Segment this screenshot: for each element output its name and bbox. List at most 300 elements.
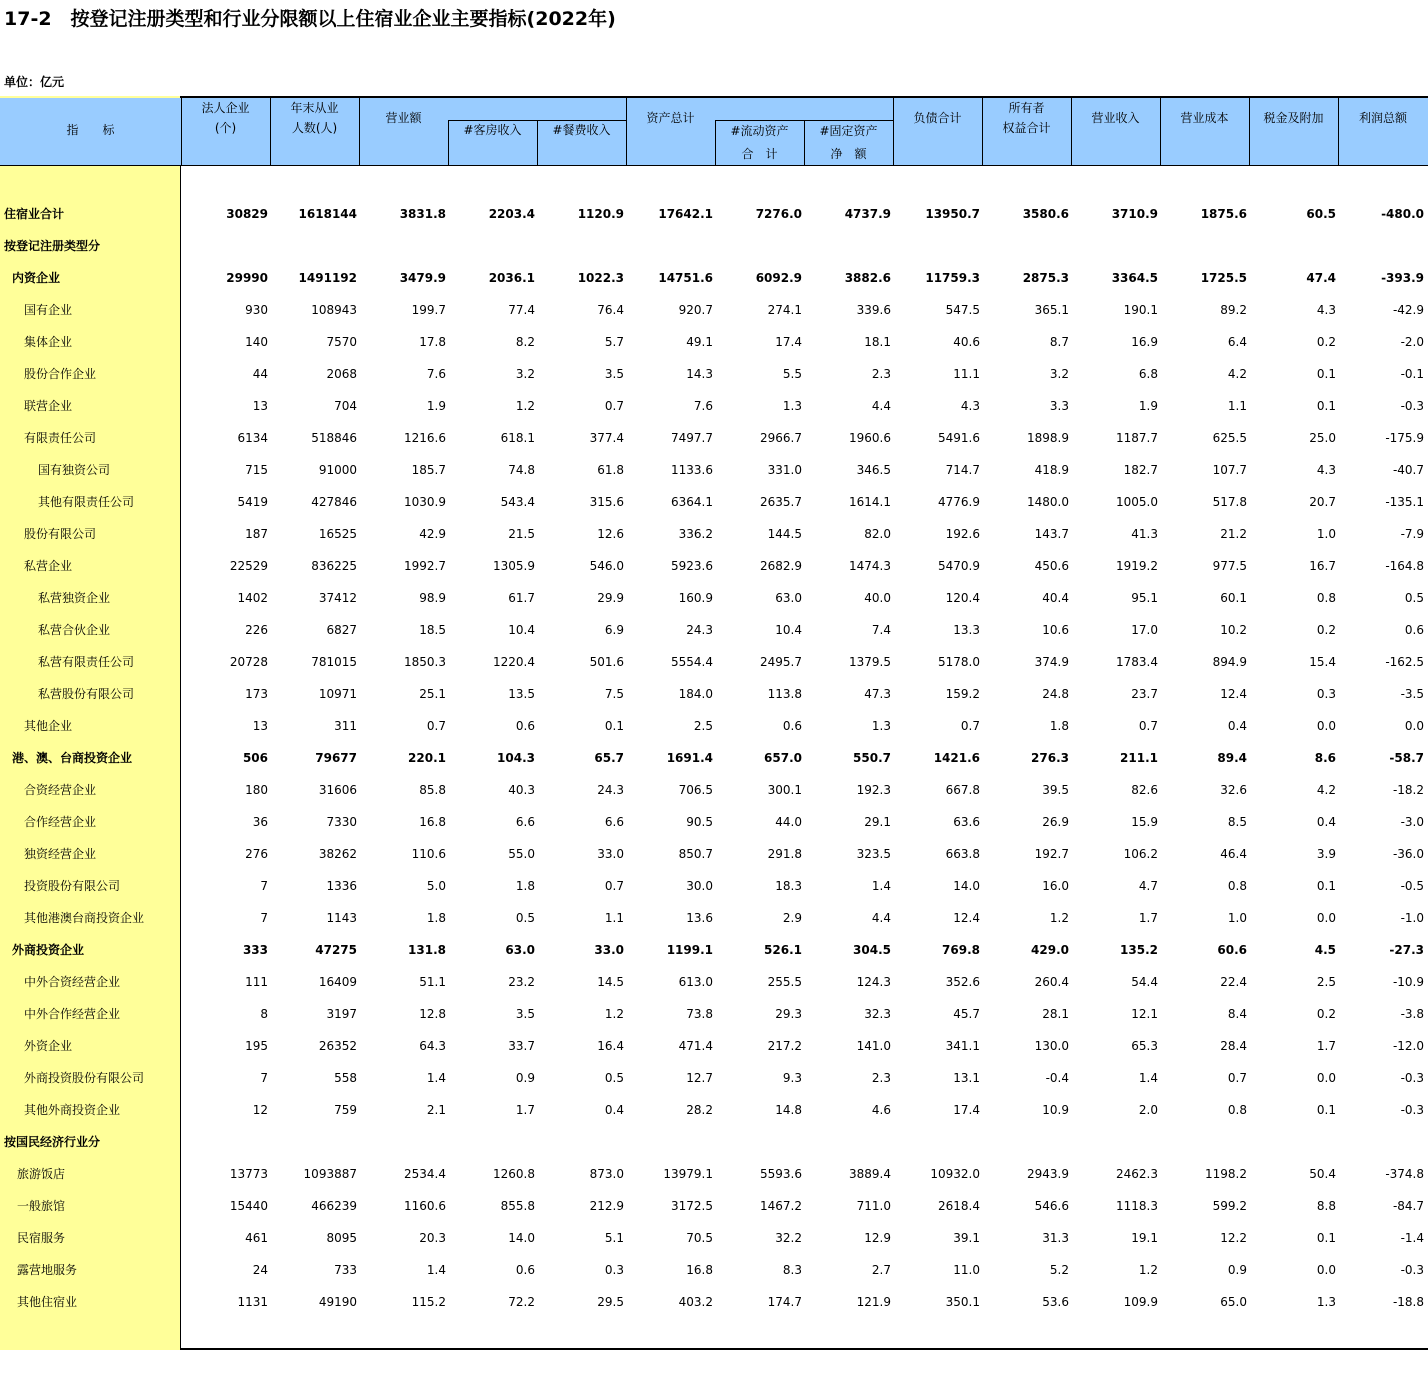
row-value: 64.3 bbox=[419, 1039, 446, 1053]
row-value: 3889.4 bbox=[849, 1167, 891, 1181]
row-value: 546.0 bbox=[589, 559, 624, 573]
row-value: 4.2 bbox=[1316, 783, 1336, 797]
row-value: 1198.2 bbox=[1205, 1167, 1247, 1181]
row-value: 1.7 bbox=[1316, 1039, 1336, 1053]
row-value: 26352 bbox=[318, 1039, 357, 1053]
row-value: 1.4 bbox=[1138, 1071, 1158, 1085]
row-value: 1898.9 bbox=[1027, 431, 1069, 445]
row-value: 0.3 bbox=[604, 1263, 624, 1277]
row-value: 1.3 bbox=[1316, 1295, 1336, 1309]
row-label: 有限责任公司 bbox=[24, 431, 97, 445]
row-value: 3364.5 bbox=[1111, 271, 1158, 285]
row-value: 23.7 bbox=[1131, 687, 1158, 701]
row-value: 12.7 bbox=[686, 1071, 713, 1085]
row-value: 8.8 bbox=[1316, 1199, 1336, 1213]
row-value: 185.7 bbox=[411, 463, 446, 477]
row-value: 0.0 bbox=[1316, 719, 1336, 733]
row-value: 21.5 bbox=[508, 527, 535, 541]
row-value: 73.8 bbox=[686, 1007, 713, 1021]
row-value: 526.1 bbox=[764, 943, 802, 957]
row-value: 1120.9 bbox=[577, 207, 624, 221]
row-value: 61.8 bbox=[597, 463, 624, 477]
row-value: 20.7 bbox=[1309, 495, 1336, 509]
table-row bbox=[0, 934, 1428, 966]
table-row bbox=[0, 1094, 1428, 1126]
row-value: 769.8 bbox=[942, 943, 980, 957]
row-value: 63.6 bbox=[953, 815, 980, 829]
row-label: 私营合伙企业 bbox=[38, 623, 111, 637]
row-value: 18.1 bbox=[864, 335, 891, 349]
header-legal-entities-line1: 法人企业 bbox=[201, 101, 250, 115]
row-value: 4.5 bbox=[1314, 943, 1336, 957]
header-fixed-assets-line2: 净 额 bbox=[830, 147, 867, 161]
row-value: -3.5 bbox=[1400, 687, 1424, 701]
row-value: 1691.4 bbox=[666, 751, 713, 765]
row-value: 1491192 bbox=[298, 271, 357, 285]
row-value: -12.0 bbox=[1392, 1039, 1424, 1053]
row-value: 14.0 bbox=[508, 1231, 535, 1245]
row-value: 160.9 bbox=[678, 591, 713, 605]
header-food-income: #餐费收入 bbox=[552, 123, 611, 137]
row-value: 10.2 bbox=[1220, 623, 1247, 637]
row-value: -164.8 bbox=[1385, 559, 1424, 573]
row-value: 199.7 bbox=[411, 303, 446, 317]
row-label: 私营企业 bbox=[24, 559, 73, 573]
row-value: -0.3 bbox=[1400, 1263, 1424, 1277]
page-title: 17-2 按登记注册类型和行业分限额以上住宿业企业主要指标(2022年) bbox=[4, 8, 616, 30]
row-value: 7.4 bbox=[871, 623, 891, 637]
table-row bbox=[0, 230, 1428, 262]
row-value: 28.2 bbox=[686, 1103, 713, 1117]
row-value: 323.5 bbox=[856, 847, 891, 861]
row-value: 25.0 bbox=[1309, 431, 1336, 445]
row-value: 7497.7 bbox=[671, 431, 713, 445]
row-value: 47.4 bbox=[1306, 271, 1336, 285]
row-value: 12 bbox=[252, 1103, 268, 1117]
row-value: 13773 bbox=[229, 1167, 268, 1181]
row-value: 50.4 bbox=[1309, 1167, 1336, 1181]
row-value: 0.7 bbox=[426, 719, 446, 733]
row-value: -7.9 bbox=[1400, 527, 1424, 541]
row-value: 82.0 bbox=[864, 527, 891, 541]
row-value: 0.5 bbox=[604, 1071, 624, 1085]
row-value: 0.7 bbox=[604, 879, 624, 893]
table-row bbox=[0, 486, 1428, 518]
row-value: -0.1 bbox=[1400, 367, 1424, 381]
row-value: 10971 bbox=[318, 687, 357, 701]
row-value: 13979.1 bbox=[663, 1167, 713, 1181]
row-value: 24.8 bbox=[1042, 687, 1069, 701]
row-value: -135.1 bbox=[1385, 495, 1424, 509]
row-value: 190.1 bbox=[1123, 303, 1158, 317]
row-value: 0.7 bbox=[1227, 1071, 1247, 1085]
row-label: 股份有限公司 bbox=[24, 527, 97, 541]
row-value: 33.7 bbox=[508, 1039, 535, 1053]
row-value: 0.2 bbox=[1316, 623, 1336, 637]
row-value: 182.7 bbox=[1123, 463, 1158, 477]
row-value: 781015 bbox=[311, 655, 357, 669]
row-value: 45.7 bbox=[953, 1007, 980, 1021]
row-value: 930 bbox=[245, 303, 268, 317]
row-value: 51.1 bbox=[419, 975, 446, 989]
row-value: 2.5 bbox=[1316, 975, 1336, 989]
table-row bbox=[0, 966, 1428, 998]
row-value: 8 bbox=[260, 1007, 268, 1021]
row-value: 418.9 bbox=[1034, 463, 1069, 477]
row-value: 104.3 bbox=[497, 751, 535, 765]
row-value: 65.7 bbox=[594, 751, 624, 765]
row-value: -42.9 bbox=[1392, 303, 1424, 317]
row-value: 1480.0 bbox=[1027, 495, 1069, 509]
row-value: 29.3 bbox=[775, 1007, 802, 1021]
row-value: 16.9 bbox=[1131, 335, 1158, 349]
row-value: 79677 bbox=[315, 751, 357, 765]
table-header bbox=[0, 98, 1428, 166]
row-value: 63.0 bbox=[775, 591, 802, 605]
header-liabilities: 负债合计 bbox=[913, 111, 962, 125]
row-value: 8.6 bbox=[1314, 751, 1336, 765]
row-value: 131.8 bbox=[408, 943, 446, 957]
row-value: 187 bbox=[245, 527, 268, 541]
row-label: 按国民经济行业分 bbox=[4, 1135, 101, 1149]
row-label: 国有企业 bbox=[24, 303, 73, 317]
row-value: 0.6 bbox=[515, 719, 535, 733]
row-value: 53.6 bbox=[1042, 1295, 1069, 1309]
row-value: 4776.9 bbox=[938, 495, 980, 509]
table-row bbox=[0, 1190, 1428, 1222]
table-row bbox=[0, 678, 1428, 710]
row-label: 投资股份有限公司 bbox=[24, 879, 121, 893]
row-value: 6364.1 bbox=[671, 495, 713, 509]
row-value: 3.5 bbox=[604, 367, 624, 381]
row-value: 506 bbox=[242, 751, 268, 765]
row-value: 3882.6 bbox=[844, 271, 891, 285]
row-value: -0.4 bbox=[1045, 1071, 1069, 1085]
row-value: -374.8 bbox=[1385, 1167, 1424, 1181]
table-row bbox=[0, 518, 1428, 550]
header-legal-entities bbox=[181, 98, 270, 138]
row-value: 18.3 bbox=[775, 879, 802, 893]
row-value: 6.4 bbox=[1227, 335, 1247, 349]
header-operating-income: 营业收入 bbox=[1091, 111, 1140, 125]
row-value: 195 bbox=[245, 1039, 268, 1053]
row-value: 0.6 bbox=[1404, 623, 1424, 637]
row-value: 1005.0 bbox=[1116, 495, 1158, 509]
row-value: 1.3 bbox=[782, 399, 802, 413]
row-value: 1199.1 bbox=[666, 943, 713, 957]
table-row bbox=[0, 582, 1428, 614]
row-value: -393.9 bbox=[1381, 271, 1424, 285]
row-value: 715 bbox=[245, 463, 268, 477]
row-value: 339.6 bbox=[856, 303, 891, 317]
row-value: 10.4 bbox=[508, 623, 535, 637]
row-value: 40.0 bbox=[864, 591, 891, 605]
row-value: 173 bbox=[245, 687, 268, 701]
row-value: 733 bbox=[334, 1263, 357, 1277]
row-label: 港、澳、台商投资企业 bbox=[12, 751, 133, 765]
table-row bbox=[0, 838, 1428, 870]
row-value: -27.3 bbox=[1389, 943, 1424, 957]
row-value: 1614.1 bbox=[849, 495, 891, 509]
row-value: 350.1 bbox=[945, 1295, 980, 1309]
row-value: 109.9 bbox=[1123, 1295, 1158, 1309]
row-label: 外商投资股份有限公司 bbox=[24, 1071, 145, 1085]
row-value: 427846 bbox=[311, 495, 357, 509]
row-value: 15.9 bbox=[1131, 815, 1158, 829]
row-value: 7 bbox=[260, 911, 268, 925]
row-value: 3580.6 bbox=[1022, 207, 1069, 221]
row-value: 3172.5 bbox=[671, 1199, 713, 1213]
table-row bbox=[0, 390, 1428, 422]
row-value: 1216.6 bbox=[404, 431, 446, 445]
row-label: 私营独资企业 bbox=[38, 591, 111, 605]
row-value: -10.9 bbox=[1392, 975, 1424, 989]
row-value: 25.1 bbox=[419, 687, 446, 701]
row-value: 599.2 bbox=[1212, 1199, 1247, 1213]
row-value: 0.9 bbox=[515, 1071, 535, 1085]
row-value: 1402 bbox=[237, 591, 268, 605]
row-value: 855.8 bbox=[500, 1199, 535, 1213]
row-value: 39.1 bbox=[953, 1231, 980, 1245]
row-value: 7 bbox=[260, 879, 268, 893]
row-value: 5419 bbox=[237, 495, 268, 509]
row-value: 82.6 bbox=[1131, 783, 1158, 797]
header-revenue: 营业额 bbox=[385, 111, 422, 125]
row-value: 76.4 bbox=[597, 303, 624, 317]
row-value: 4.4 bbox=[871, 399, 891, 413]
row-value: 2943.9 bbox=[1027, 1167, 1069, 1181]
row-value: 13 bbox=[252, 399, 268, 413]
row-label: 其他外商投资企业 bbox=[24, 1103, 121, 1117]
row-value: 1.3 bbox=[871, 719, 891, 733]
row-value: 1133.6 bbox=[671, 463, 713, 477]
table-row bbox=[0, 998, 1428, 1030]
row-value: 558 bbox=[334, 1071, 357, 1085]
row-value: 336.2 bbox=[678, 527, 713, 541]
row-value: -0.5 bbox=[1400, 879, 1424, 893]
row-value: 8095 bbox=[326, 1231, 357, 1245]
table-row bbox=[0, 358, 1428, 390]
row-value: 3.2 bbox=[1049, 367, 1069, 381]
row-value: 124.3 bbox=[856, 975, 891, 989]
row-value: 74.8 bbox=[508, 463, 535, 477]
row-value: 4.4 bbox=[871, 911, 891, 925]
row-label: 一般旅馆 bbox=[17, 1199, 66, 1213]
row-value: 0.1 bbox=[604, 719, 624, 733]
row-value: 12.4 bbox=[953, 911, 980, 925]
row-value: 63.0 bbox=[505, 943, 535, 957]
row-value: 47275 bbox=[315, 943, 357, 957]
row-value: 20.3 bbox=[419, 1231, 446, 1245]
row-value: 8.5 bbox=[1227, 815, 1247, 829]
row-value: 192.7 bbox=[1034, 847, 1069, 861]
row-value: 0.0 bbox=[1316, 1263, 1336, 1277]
row-value: 667.8 bbox=[945, 783, 980, 797]
row-value: 352.6 bbox=[945, 975, 980, 989]
row-value: 220.1 bbox=[408, 751, 446, 765]
row-value: 7276.0 bbox=[755, 207, 802, 221]
row-value: 26.9 bbox=[1042, 815, 1069, 829]
header-total-profit: 利润总额 bbox=[1358, 111, 1407, 125]
table-row bbox=[0, 1030, 1428, 1062]
row-value: 40.4 bbox=[1042, 591, 1069, 605]
row-value: 14.5 bbox=[597, 975, 624, 989]
row-value: 18.5 bbox=[419, 623, 446, 637]
row-value: 106.2 bbox=[1123, 847, 1158, 861]
row-value: 22.4 bbox=[1220, 975, 1247, 989]
row-value: 30.0 bbox=[686, 879, 713, 893]
row-value: 0.7 bbox=[604, 399, 624, 413]
row-value: 140 bbox=[245, 335, 268, 349]
row-value: 1.4 bbox=[426, 1071, 446, 1085]
row-value: 471.4 bbox=[678, 1039, 713, 1053]
row-value: 16525 bbox=[318, 527, 357, 541]
row-value: 2875.3 bbox=[1022, 271, 1069, 285]
table-row bbox=[0, 262, 1428, 294]
row-value: 0.1 bbox=[1316, 367, 1336, 381]
row-value: 61.7 bbox=[508, 591, 535, 605]
row-value: 44.0 bbox=[775, 815, 802, 829]
row-label: 按登记注册类型分 bbox=[4, 239, 101, 253]
row-value: 113.8 bbox=[767, 687, 802, 701]
header-employees-line1: 年末从业 bbox=[290, 101, 339, 115]
row-value: 21.2 bbox=[1220, 527, 1247, 541]
unit-label: 单位：亿元 bbox=[4, 75, 65, 89]
row-value: 618.1 bbox=[500, 431, 535, 445]
row-value: 625.5 bbox=[1212, 431, 1247, 445]
row-value: 1.4 bbox=[426, 1263, 446, 1277]
row-value: 5491.6 bbox=[938, 431, 980, 445]
row-label: 合资经营企业 bbox=[24, 783, 97, 797]
row-value: 108943 bbox=[311, 303, 357, 317]
row-value: 4.6 bbox=[871, 1103, 891, 1117]
table-row bbox=[0, 870, 1428, 902]
row-value: 14.0 bbox=[953, 879, 980, 893]
row-value: 37412 bbox=[318, 591, 357, 605]
row-value: 120.4 bbox=[945, 591, 980, 605]
row-value: 0.2 bbox=[1316, 335, 1336, 349]
row-value: 518846 bbox=[311, 431, 357, 445]
row-value: 1030.9 bbox=[404, 495, 446, 509]
row-value: 33.0 bbox=[597, 847, 624, 861]
row-value: 0.0 bbox=[1404, 719, 1424, 733]
row-value: 3.5 bbox=[515, 1007, 535, 1021]
table-row bbox=[0, 742, 1428, 774]
row-value: 2495.7 bbox=[760, 655, 802, 669]
row-value: 15.4 bbox=[1309, 655, 1336, 669]
row-value: 14.3 bbox=[686, 367, 713, 381]
row-value: 920.7 bbox=[678, 303, 713, 317]
row-value: -18.8 bbox=[1392, 1295, 1424, 1309]
row-label: 其他企业 bbox=[24, 719, 73, 733]
table-row bbox=[0, 614, 1428, 646]
row-value: -0.3 bbox=[1400, 1071, 1424, 1085]
row-value: 0.1 bbox=[1316, 1103, 1336, 1117]
row-value: 3710.9 bbox=[1111, 207, 1158, 221]
row-value: 16.4 bbox=[597, 1039, 624, 1053]
row-value: 44 bbox=[252, 367, 268, 381]
row-value: 135.2 bbox=[1120, 943, 1158, 957]
row-value: 9.3 bbox=[782, 1071, 802, 1085]
table-row bbox=[0, 1254, 1428, 1286]
row-value: 0.1 bbox=[1316, 879, 1336, 893]
row-value: 0.7 bbox=[960, 719, 980, 733]
header-employees bbox=[270, 98, 359, 138]
row-value: 29.1 bbox=[864, 815, 891, 829]
row-value: 315.6 bbox=[589, 495, 624, 509]
row-value: 77.4 bbox=[508, 303, 535, 317]
row-value: 0.2 bbox=[1316, 1007, 1336, 1021]
row-value: 184.0 bbox=[678, 687, 713, 701]
row-value: -36.0 bbox=[1392, 847, 1424, 861]
row-label: 其他有限责任公司 bbox=[38, 495, 135, 509]
row-value: 3197 bbox=[326, 1007, 357, 1021]
row-value: -58.7 bbox=[1389, 751, 1424, 765]
header-fixed-assets bbox=[804, 120, 893, 166]
row-value: 141.0 bbox=[856, 1039, 891, 1053]
row-value: 1160.6 bbox=[404, 1199, 446, 1213]
row-label: 股份合作企业 bbox=[24, 367, 97, 381]
row-label: 集体企业 bbox=[24, 335, 73, 349]
header-operating-cost: 营业成本 bbox=[1180, 111, 1229, 125]
row-value: 1467.2 bbox=[760, 1199, 802, 1213]
row-value: 16409 bbox=[318, 975, 357, 989]
row-value: 374.9 bbox=[1034, 655, 1069, 669]
row-value: 29.9 bbox=[597, 591, 624, 605]
row-value: 17.4 bbox=[953, 1103, 980, 1117]
table-row bbox=[0, 550, 1428, 582]
row-value: 49.1 bbox=[686, 335, 713, 349]
row-value: 1.7 bbox=[515, 1103, 535, 1117]
row-label: 住宿业合计 bbox=[4, 207, 65, 221]
row-value: 450.6 bbox=[1034, 559, 1069, 573]
row-value: 2618.4 bbox=[938, 1199, 980, 1213]
row-value: 1421.6 bbox=[933, 751, 980, 765]
row-value: 2.3 bbox=[871, 367, 891, 381]
row-value: 6.6 bbox=[604, 815, 624, 829]
row-value: 1474.3 bbox=[849, 559, 891, 573]
row-value: 22529 bbox=[229, 559, 268, 573]
row-value: -3.8 bbox=[1400, 1007, 1424, 1021]
row-value: 10.9 bbox=[1042, 1103, 1069, 1117]
row-value: 7330 bbox=[326, 815, 357, 829]
row-value: 8.4 bbox=[1227, 1007, 1247, 1021]
row-value: 311 bbox=[334, 719, 357, 733]
row-label: 其他住宿业 bbox=[17, 1295, 78, 1309]
row-value: -18.2 bbox=[1392, 783, 1424, 797]
row-value: 13 bbox=[252, 719, 268, 733]
row-value: 40.3 bbox=[508, 783, 535, 797]
row-value: 0.9 bbox=[1227, 1263, 1247, 1277]
row-value: 0.0 bbox=[1316, 911, 1336, 925]
row-value: 6.8 bbox=[1138, 367, 1158, 381]
table-row bbox=[0, 1222, 1428, 1254]
row-value: 14751.6 bbox=[658, 271, 713, 285]
row-value: 23.2 bbox=[508, 975, 535, 989]
row-value: 2.3 bbox=[871, 1071, 891, 1085]
header-indicator: 指 标 bbox=[66, 123, 115, 137]
row-value: 429.0 bbox=[1031, 943, 1069, 957]
row-label: 私营有限责任公司 bbox=[38, 655, 135, 669]
row-value: 16.7 bbox=[1309, 559, 1336, 573]
row-value: 2068 bbox=[326, 367, 357, 381]
row-value: 110.6 bbox=[411, 847, 446, 861]
row-value: 2682.9 bbox=[760, 559, 802, 573]
row-value: 1992.7 bbox=[404, 559, 446, 573]
row-value: 5.2 bbox=[1049, 1263, 1069, 1277]
row-value: 3.2 bbox=[515, 367, 535, 381]
row-value: 1.2 bbox=[515, 399, 535, 413]
